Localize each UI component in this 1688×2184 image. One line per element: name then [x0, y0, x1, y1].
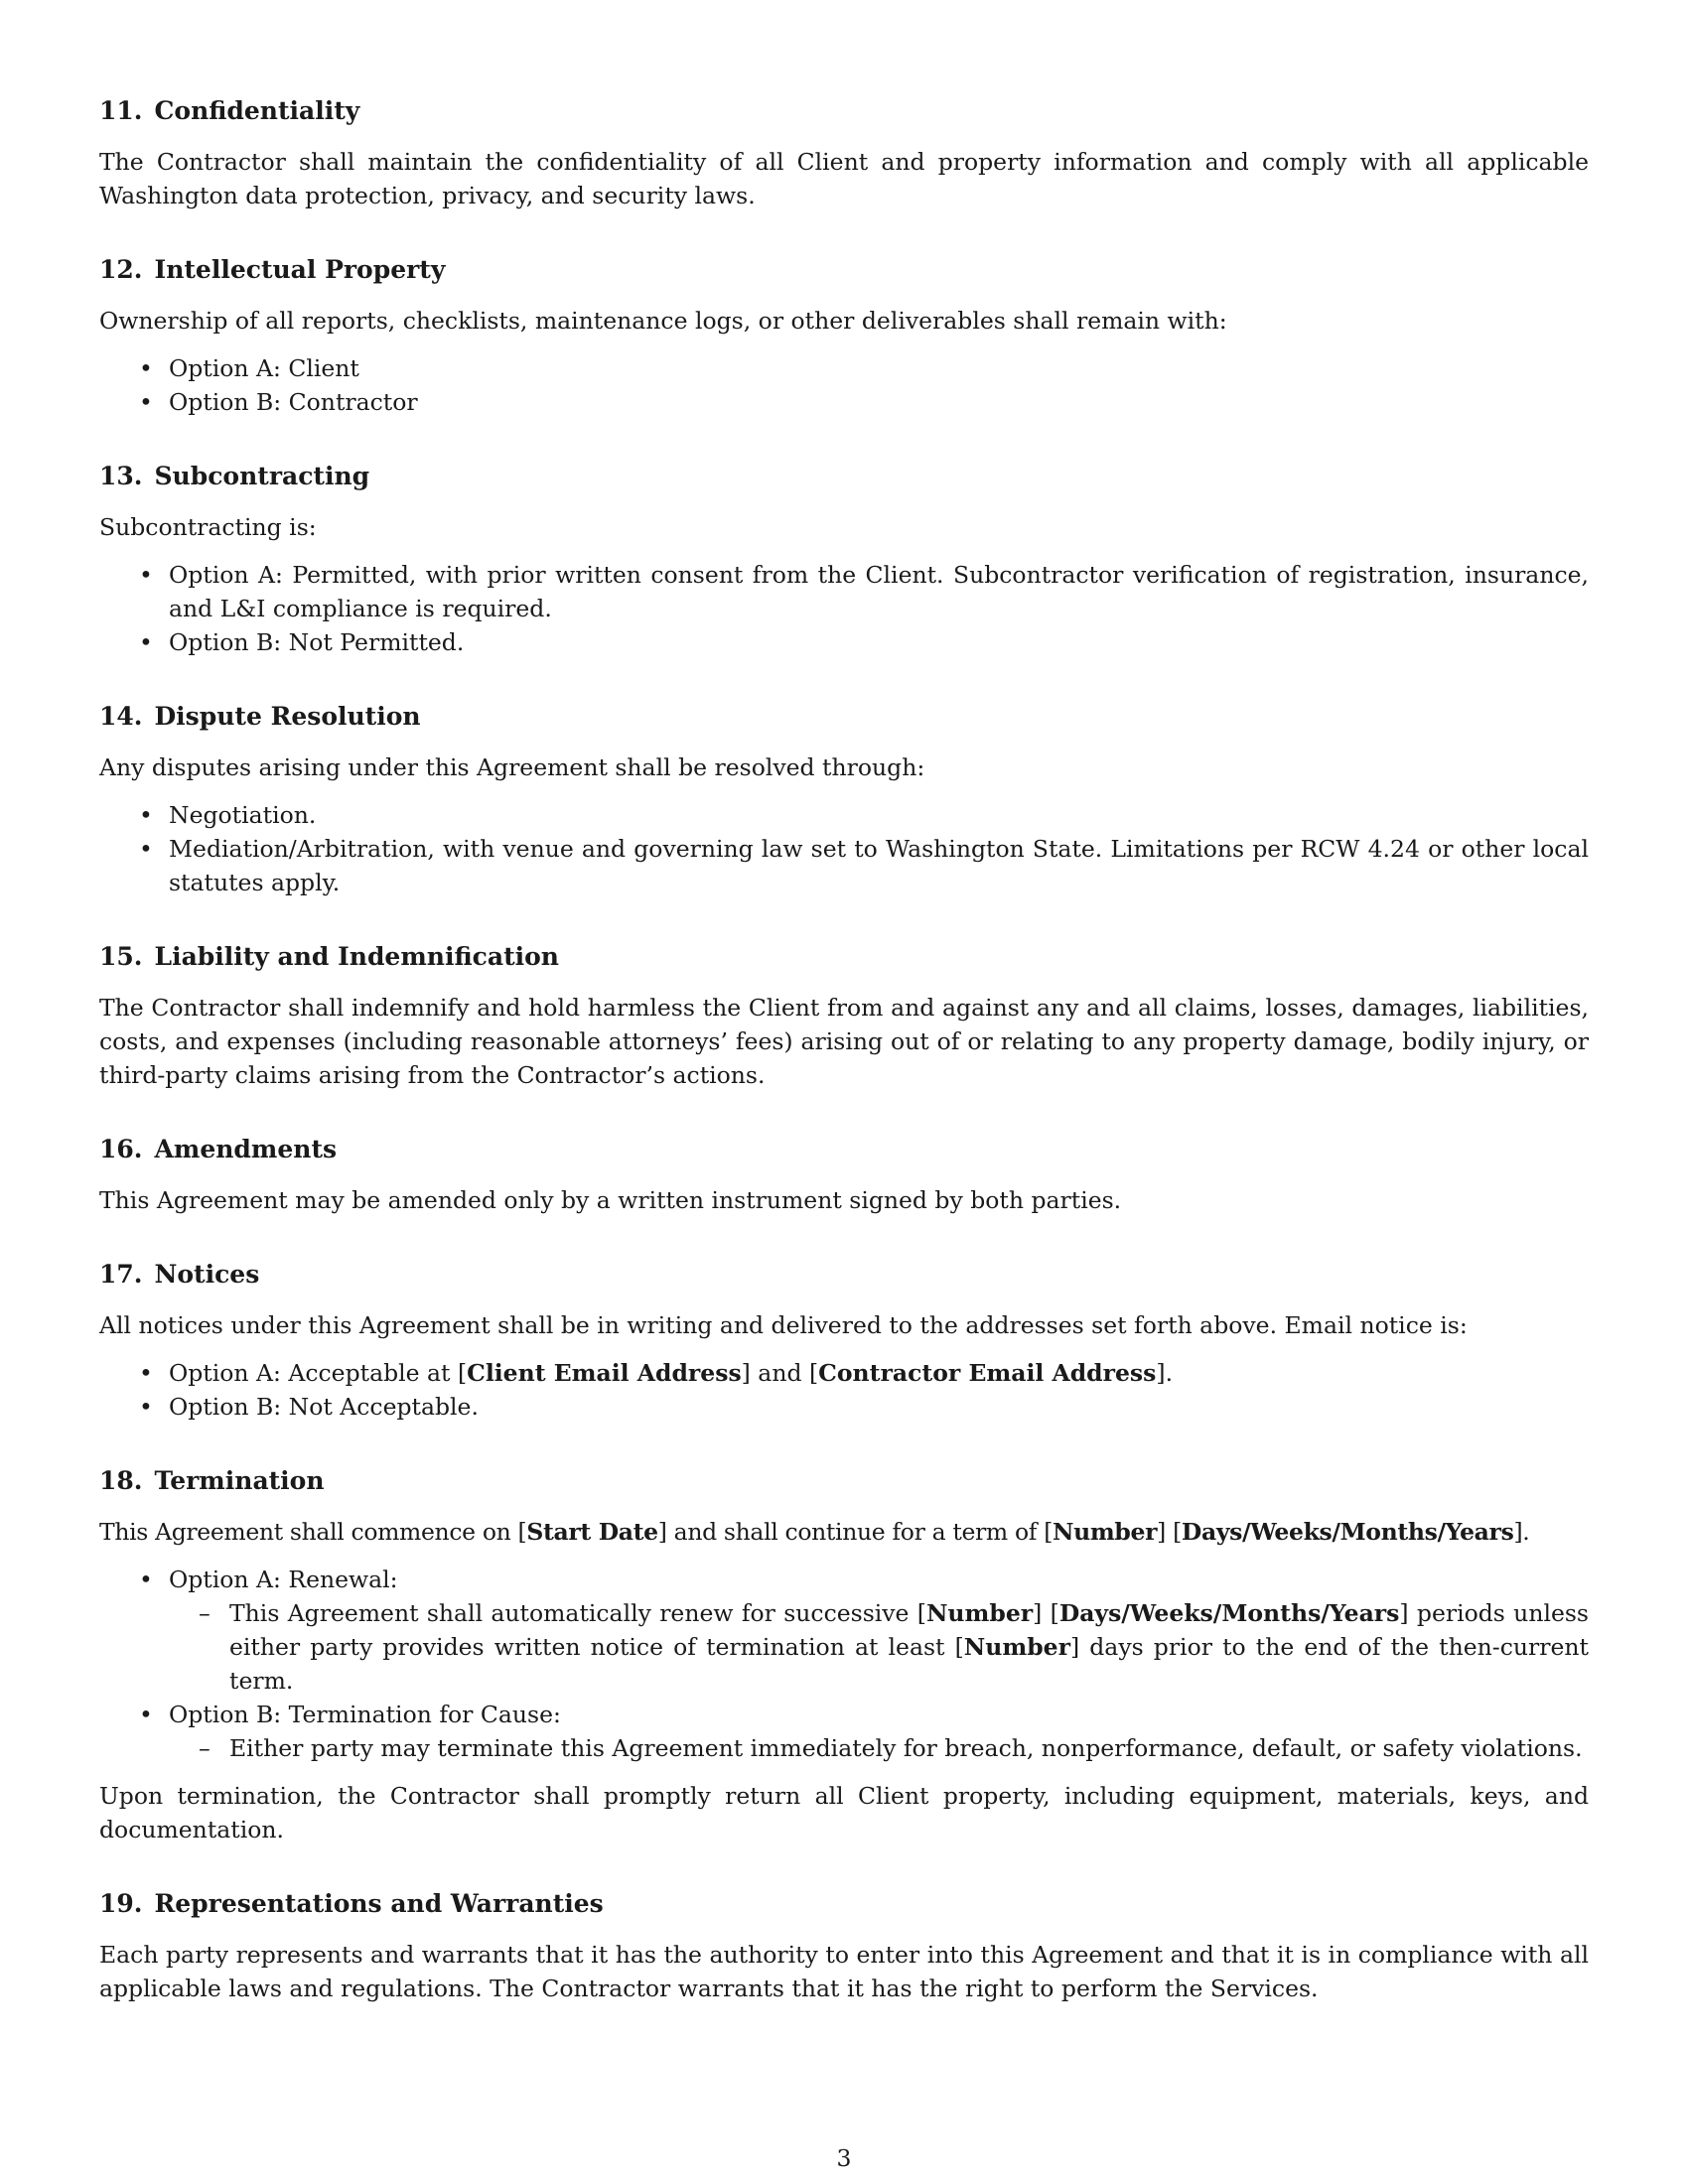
sub-list-item: – Either party may terminate this Agreement immediately for breach, nonperformance, default, or safety violations.: [169, 1731, 1589, 1765]
list-item: • Negotiation.: [99, 798, 1589, 832]
body-text: ] [: [1157, 1518, 1182, 1546]
section-body: Ownership of all reports, checklists, maintenance logs, or other deliverables shall remain with:: [99, 307, 1227, 335]
list-item: • Option B: Contractor: [99, 385, 1589, 419]
list-item: • Option A: Client: [99, 351, 1589, 385]
section-number: 16.: [99, 1135, 143, 1163]
section-intellectual-property: [99, 253, 1589, 419]
section-title: Intellectual Property: [154, 255, 446, 284]
section-title: Amendments: [154, 1135, 338, 1163]
placeholder-field: Days/Weeks/Months/Years: [1181, 1518, 1514, 1546]
list-item: • Option B: Not Acceptable.: [99, 1390, 1589, 1424]
section-confidentiality: [99, 94, 1589, 212]
body-text: ] days prior to the end of the then-current term.: [229, 1633, 1589, 1695]
section-number: 13.: [99, 462, 143, 490]
section-title: Dispute Resolution: [154, 702, 421, 731]
section-dispute-resolution: [99, 700, 1589, 899]
body-text: This Agreement shall automatically renew for successive [: [229, 1599, 926, 1627]
document-page: [99, 94, 1589, 2046]
section-heading: [99, 94, 1589, 128]
section-number: 11.: [99, 96, 143, 125]
placeholder-field: Contractor Email Address: [818, 1359, 1157, 1387]
body-text: ] [: [1033, 1599, 1059, 1627]
section-title: Notices: [154, 1260, 260, 1289]
option-text: Option A: Acceptable at [: [169, 1359, 468, 1387]
list-item: • Option A: Permitted, with prior written consent from the Client. Subcontractor verification of registration, insurance, and L&I compliance is required.: [99, 558, 1589, 625]
options-list: [99, 798, 1589, 899]
body-text: ] and shall continue for a term of [: [657, 1518, 1054, 1546]
placeholder-field: Client Email Address: [467, 1359, 742, 1387]
page-number: 3: [836, 2144, 852, 2172]
section-body: All notices under this Agreement shall be in writing and delivered to the addresses set forth above. Email notice is:: [99, 1311, 1468, 1339]
options-list: [99, 1356, 1589, 1424]
section-title: Termination: [154, 1466, 325, 1495]
section-liability: [99, 940, 1589, 1092]
section-heading: [99, 253, 1589, 287]
section-title: Subcontracting: [154, 462, 370, 490]
section-body: Subcontracting is:: [99, 513, 317, 541]
section-heading: [99, 1258, 1589, 1292]
section-amendments: [99, 1133, 1589, 1217]
section-title: Liability and Indemnification: [154, 942, 559, 971]
section-title: Confidentiality: [154, 96, 360, 125]
section-body: The Contractor shall maintain the confidentiality of all Client and property information and comply with all applicable Washington data protection, privacy, and security laws.: [99, 148, 1589, 209]
section-heading: [99, 1887, 1589, 1921]
placeholder-field: Start Date: [526, 1518, 658, 1546]
list-item: [99, 1356, 1589, 1390]
section-number: 15.: [99, 942, 143, 971]
list-item: • Option B: Not Permitted.: [99, 625, 1589, 659]
section-body: [99, 1515, 1589, 1549]
section-heading: [99, 1133, 1589, 1166]
options-list: [99, 558, 1589, 659]
list-item: [99, 1698, 1589, 1765]
section-body: Each party represents and warrants that it has the authority to enter into this Agreement and that it is in compliance with all applicable laws and regulations. The Contractor warrants that it has the right to perform the Services.: [99, 1941, 1589, 2002]
section-heading: [99, 700, 1589, 734]
section-heading: [99, 1464, 1589, 1498]
options-list: [99, 1563, 1589, 1765]
section-notices: [99, 1258, 1589, 1424]
placeholder-field: Days/Weeks/Months/Years: [1058, 1599, 1400, 1627]
section-body: The Contractor shall indemnify and hold harmless the Client from and against any and all claims, losses, damages, liabilities, costs, and expenses (including reasonable attorneys’ fees) arising out of or relating to any property damage, bodily injury, or third-party claims arising from the Contractor’s actions.: [99, 994, 1589, 1089]
section-body: Any disputes arising under this Agreement shall be resolved through:: [99, 753, 925, 781]
section-representations: [99, 1887, 1589, 2005]
sub-list: [169, 1731, 1589, 1765]
section-number: 18.: [99, 1466, 143, 1495]
option-label: Option A: Renewal:: [169, 1566, 398, 1593]
option-text: ] and [: [741, 1359, 819, 1387]
section-number: 12.: [99, 255, 143, 284]
section-heading: [99, 940, 1589, 974]
sub-list: [169, 1596, 1589, 1698]
section-number: 14.: [99, 702, 143, 731]
section-heading: [99, 460, 1589, 493]
option-label: Option B: Termination for Cause:: [169, 1701, 561, 1728]
section-number: 19.: [99, 1889, 143, 1918]
body-text: This Agreement shall commence on [: [99, 1518, 527, 1546]
section-body: Upon termination, the Contractor shall promptly return all Client property, including equipment, materials, keys, and documentation.: [99, 1782, 1589, 1843]
section-body: This Agreement may be amended only by a written instrument signed by both parties.: [99, 1186, 1122, 1214]
list-item: • Mediation/Arbitration, with venue and governing law set to Washington State. Limitations per RCW 4.24 or other local statutes apply.: [99, 832, 1589, 899]
section-termination: [99, 1464, 1589, 1846]
section-subcontracting: [99, 460, 1589, 659]
section-number: 17.: [99, 1260, 143, 1289]
options-list: [99, 351, 1589, 419]
sub-list-item: [169, 1596, 1589, 1698]
placeholder-field: Number: [925, 1599, 1034, 1627]
body-text: ] periods unless either party provides written notice of termination at least [: [229, 1599, 1589, 1661]
option-text: ].: [1156, 1359, 1174, 1387]
list-item: [99, 1563, 1589, 1698]
body-text: ].: [1513, 1518, 1530, 1546]
placeholder-field: Number: [1053, 1518, 1158, 1546]
placeholder-field: Number: [963, 1633, 1070, 1661]
section-title: Representations and Warranties: [154, 1889, 604, 1918]
